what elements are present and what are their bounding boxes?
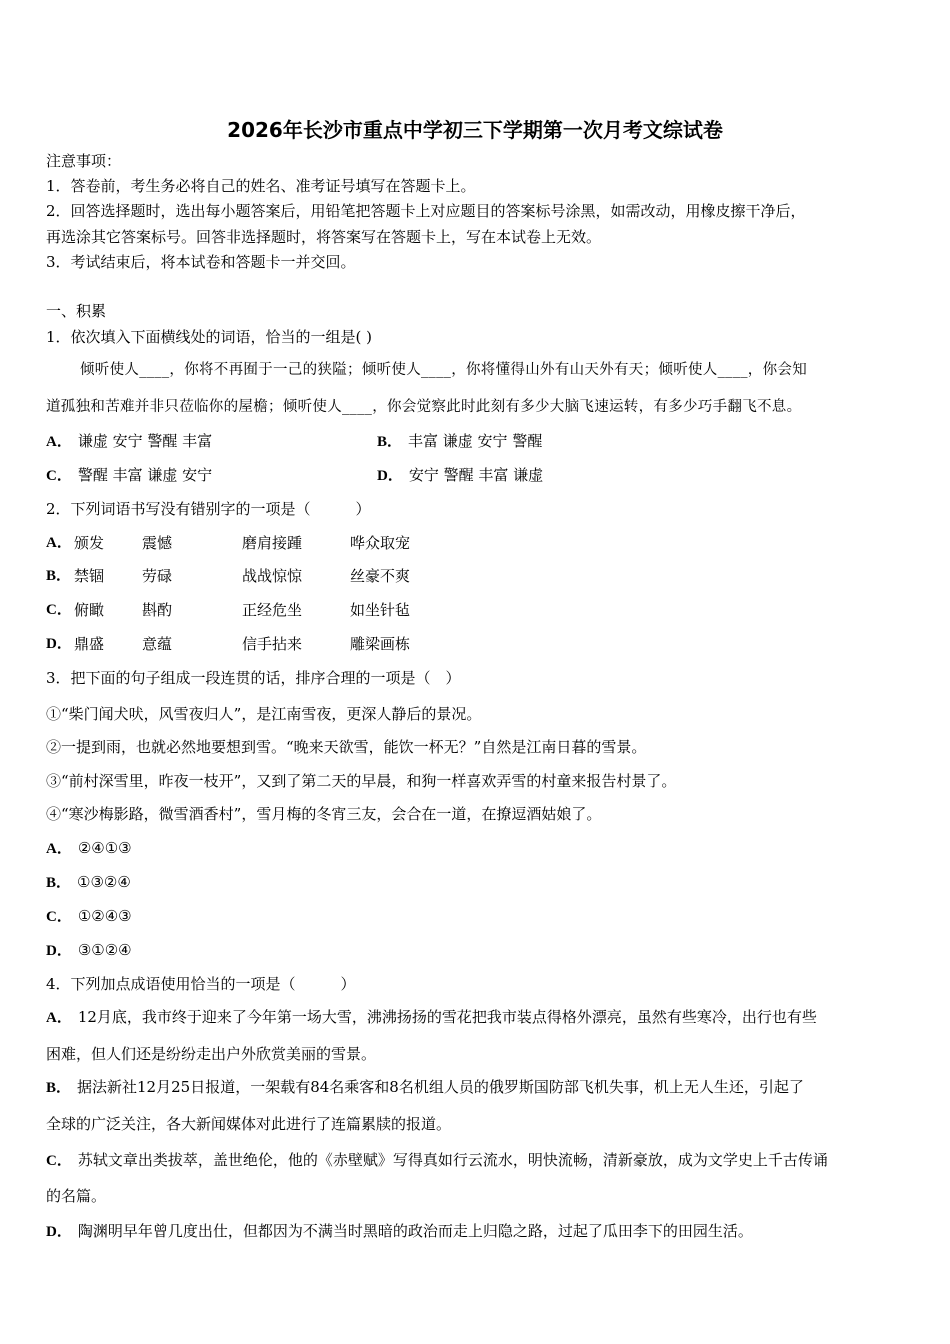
option-key: A． bbox=[46, 1010, 72, 1026]
option-key: C． bbox=[46, 468, 72, 484]
option-word: 俯瞰 bbox=[74, 601, 105, 619]
passage-line: 道孤独和苦难并非只莅临你的屋檐；倾听使人____，你会觉察此时此刻有多少大脑飞速运转，有多少巧手翻飞不息。 bbox=[46, 399, 802, 415]
option-text: ②④①③ bbox=[77, 839, 132, 857]
option bbox=[46, 1150, 828, 1171]
option-word: 鼎盛 bbox=[74, 635, 105, 653]
option-word: 哗众取宠 bbox=[350, 534, 411, 552]
option-text: 陶渊明早年曾几度出仕，但都因为不满当时黑暗的政治而走上归隐之路，过起了瓜田李下的田园生活。 bbox=[77, 1222, 753, 1240]
question-stem: 2．下列词语书写没有错别字的一项是（ ） bbox=[46, 500, 371, 518]
option-key: C． bbox=[46, 1153, 72, 1169]
option-text: 苏轼文章出类拔萃，盖世绝伦，他的《赤壁赋》写得真如行云流水，明快流畅，清新豪放，成为文学史上千古传诵 bbox=[77, 1151, 828, 1169]
question-stem: 4．下列加点成语使用恰当的一项是（ ） bbox=[46, 975, 356, 993]
sentence: ③“前村深雪里，昨夜一枝开”，又到了第二天的早晨，和狗一样喜欢弄雪的村童来报告村景了。 bbox=[46, 772, 677, 790]
option-word: 震憾 bbox=[142, 534, 173, 552]
option-text: ①③②④ bbox=[77, 873, 131, 891]
option-key: B． bbox=[377, 434, 403, 450]
option bbox=[46, 1221, 753, 1242]
option-key: B． bbox=[46, 568, 72, 584]
option-text: 警醒 丰富 谦虚 安宁 bbox=[77, 466, 213, 484]
option-text: 的名篇。 bbox=[46, 1187, 107, 1205]
option-word: 战战惊惊 bbox=[242, 567, 303, 585]
section-heading: 一、积累 bbox=[46, 302, 107, 320]
option-word: 磨肩接踵 bbox=[242, 534, 303, 552]
option-word: 丝豪不爽 bbox=[350, 567, 411, 585]
option-text: ③①②④ bbox=[77, 941, 132, 959]
option-key: B． bbox=[46, 875, 72, 891]
sentence: ①“柴门闻犬吠，风雪夜归人”，是江南雪夜，更深人静后的景况。 bbox=[46, 705, 482, 723]
option-word: 信手拈来 bbox=[242, 635, 303, 653]
option-key: D． bbox=[46, 1224, 72, 1240]
option bbox=[46, 872, 131, 893]
sentence: ④“寒沙梅影路，微雪酒香村”，雪月梅的冬宵三友，会合在一道，在撩逗酒姑娘了。 bbox=[46, 805, 602, 823]
option-text: 安宁 警醒 丰富 谦虚 bbox=[408, 466, 544, 484]
passage-line: 倾听使人____，你将不再囿于一己的狭隘；倾听使人____，你将懂得山外有山天外有天；倾听使人____，你会知 bbox=[80, 362, 807, 378]
option bbox=[46, 838, 132, 859]
option-word: 正经危坐 bbox=[242, 601, 303, 619]
option-key: B． bbox=[46, 1080, 72, 1096]
option-word: 斟酌 bbox=[142, 601, 173, 619]
option-text: 全球的广泛关注，各大新闻媒体对此进行了连篇累牍的报道。 bbox=[46, 1115, 452, 1133]
option-key: D． bbox=[377, 468, 403, 484]
page-title: 2026年长沙市重点中学初三下学期第一次月考文综试卷 bbox=[227, 118, 723, 142]
option-word: 雕梁画栋 bbox=[350, 635, 411, 653]
option bbox=[46, 1077, 804, 1098]
option bbox=[46, 1007, 817, 1028]
option-word: 禁锢 bbox=[74, 567, 105, 585]
option-key: C． bbox=[46, 602, 72, 618]
option-key: D． bbox=[46, 636, 72, 652]
option bbox=[46, 431, 212, 452]
option-text: 丰富 谦虚 安宁 警醒 bbox=[408, 432, 543, 450]
option-key: A． bbox=[46, 535, 72, 551]
question-stem: 3．把下面的句子组成一段连贯的话，排序合理的一项是（ ） bbox=[46, 669, 461, 687]
sentence: ②一提到雨，也就必然地要想到雪。“晚来天欲雪，能饮一杯无？”自然是江南日暮的雪景。 bbox=[46, 738, 647, 756]
option bbox=[46, 940, 132, 961]
option-text: 谦虚 安宁 警醒 丰富 bbox=[77, 432, 213, 450]
option-key: D． bbox=[46, 943, 72, 959]
option-key: A． bbox=[46, 841, 72, 857]
option bbox=[377, 431, 542, 452]
option bbox=[46, 906, 132, 927]
option-key: C． bbox=[46, 909, 72, 925]
option-text: 困难，但人们还是纷纷走出户外欣赏美丽的雪景。 bbox=[46, 1045, 377, 1063]
option-word: 意蕴 bbox=[142, 635, 173, 653]
option bbox=[377, 465, 543, 486]
question-stem: 1．依次填入下面横线处的词语，恰当的一组是( ) bbox=[46, 328, 373, 346]
option bbox=[46, 465, 212, 486]
option-text: 12月底，我市终于迎来了今年第一场大雪，沸沸扬扬的雪花把我市装点得格外漂亮，虽然有些寒冷，出行也有些 bbox=[77, 1008, 817, 1026]
option-text: ①②④③ bbox=[77, 907, 132, 925]
notice-item: 1．答卷前，考生务必将自己的姓名、准考证号填写在答题卡上。 bbox=[46, 177, 476, 195]
option-word: 如坐针毡 bbox=[350, 601, 411, 619]
option-text: 据法新社12月25日报道，一架载有84名乘客和8名机组人员的俄罗斯国防部飞机失事，机上无人生还，引起了 bbox=[77, 1078, 804, 1096]
notice-heading: 注意事项： bbox=[46, 152, 122, 170]
option-word: 颁发 bbox=[74, 534, 105, 552]
notice-item: 2．回答选择题时，选出每小题答案后，用铅笔把答题卡上对应题目的答案标号涂黑，如需改动，用橡皮擦干净后， bbox=[46, 202, 806, 220]
notice-item: 3．考试结束后，将本试卷和答题卡一并交回。 bbox=[46, 253, 356, 271]
notice-item: 再选涂其它答案标号。回答非选择题时，将答案写在答题卡上，写在本试卷上无效。 bbox=[46, 228, 602, 246]
option-key: A． bbox=[46, 434, 72, 450]
option-word: 劳碌 bbox=[142, 567, 173, 585]
